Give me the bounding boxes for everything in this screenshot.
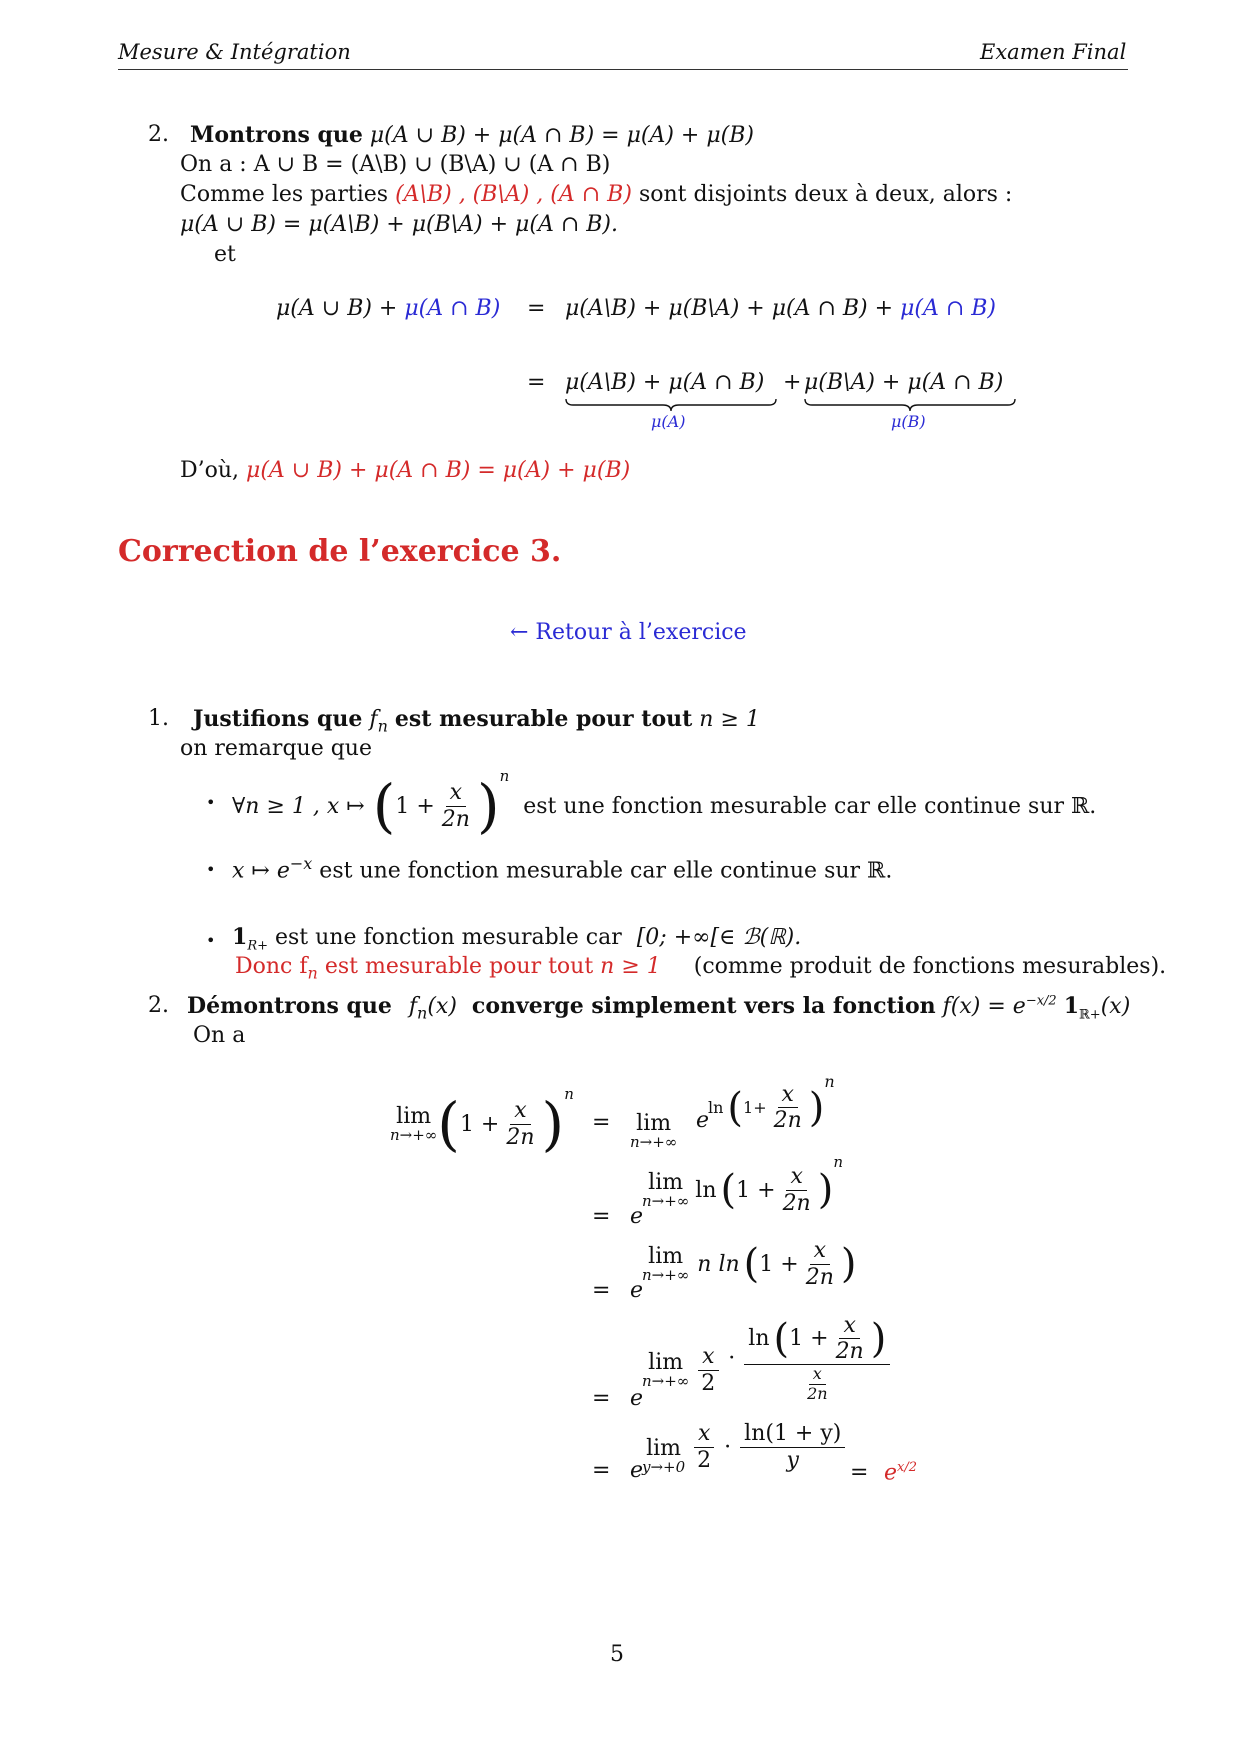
part2-et: et bbox=[214, 242, 236, 267]
b1-frac-num: x bbox=[446, 780, 466, 806]
back-link-text[interactable]: ← Retour à l’exercice bbox=[510, 620, 747, 645]
eq2-group1: μ(A\B) + μ(A ∩ B) bbox=[565, 370, 765, 395]
row1-exponent: ln ( 1+ $\frac{x}{2n}$ ) n bbox=[708, 1072, 835, 1134]
b1-math: ∀n ≥ 1 , x ↦ bbox=[232, 793, 365, 819]
b1-fraction bbox=[438, 780, 474, 832]
row3-e: e bbox=[630, 1278, 644, 1303]
row5-exponent: lim y→+0 $\frac{x}{2}$ · $\frac{\ln(1 + y)}{y}$ bbox=[642, 1412, 848, 1482]
row5-e: e bbox=[630, 1458, 644, 1483]
q1-title-bold-a: Justifions que bbox=[193, 706, 363, 732]
page-number: 5 bbox=[610, 1642, 624, 1667]
row3-exponent: lim n→+∞ n ln ( 1 + $\frac{x}{2n}$ ) bbox=[642, 1238, 857, 1290]
part2-title bbox=[190, 122, 754, 148]
part2-line2 bbox=[180, 182, 1012, 207]
b2-exp: −x bbox=[289, 854, 313, 873]
eq1-rhs bbox=[565, 296, 996, 321]
eq1-lhs-b: μ(A ∩ B) bbox=[404, 296, 501, 321]
bullet-1-dot: • bbox=[206, 793, 216, 812]
bullet-3-dot: • bbox=[206, 931, 216, 950]
eq2-plus: + bbox=[783, 370, 802, 395]
row1-equals: = bbox=[592, 1110, 611, 1135]
q2-title-exp: −x/2 bbox=[1025, 993, 1057, 1009]
q1-title-math: n ≥ 1 bbox=[699, 707, 760, 732]
eq1-rhs-b: μ(A ∩ B) bbox=[900, 296, 997, 321]
item-number: 2. bbox=[148, 122, 169, 147]
q2-title-fx-arg: (x) bbox=[427, 994, 457, 1019]
q2-title-bold-b: converge simplement vers la fonction bbox=[471, 993, 936, 1019]
b1-text: est une fonction mesurable car elle continue sur ℝ. bbox=[523, 793, 1097, 819]
back-link[interactable] bbox=[510, 620, 747, 645]
b2-math: x ↦ e bbox=[232, 858, 290, 884]
q1-conc-red: Donc f bbox=[235, 954, 308, 979]
part2-line2-parts: (A\B) , (B\A) , (A ∩ B) bbox=[395, 182, 632, 207]
eq1-lhs bbox=[276, 296, 500, 321]
eq1-rhs-a: μ(A\B) + μ(B\A) + μ(A ∩ B) + bbox=[565, 296, 901, 321]
header-rule bbox=[118, 69, 1128, 70]
part2-title-math: μ(A ∪ B) + μ(A ∩ B) = μ(A) + μ(B) bbox=[369, 123, 754, 148]
q2-title-fx-sub: n bbox=[417, 1003, 428, 1023]
conclusion-prefix: D’où, bbox=[180, 458, 240, 483]
brace1-label: μ(A) bbox=[651, 412, 686, 431]
q1-intro: on remarque que bbox=[180, 736, 372, 761]
eq2-equals: = bbox=[527, 370, 546, 395]
q2-title-fx: f bbox=[408, 994, 418, 1019]
underbrace-2 bbox=[804, 398, 1016, 412]
header-left: Mesure & Intégration bbox=[118, 40, 351, 64]
part2-line3: μ(A ∪ B) = μ(A\B) + μ(B\A) + μ(A ∩ B). bbox=[180, 212, 618, 237]
q1-conc-red-b: est mesurable pour tout bbox=[317, 954, 601, 979]
row4-equals: = bbox=[592, 1386, 611, 1411]
conclusion-math: μ(A ∪ B) + μ(A ∩ B) = μ(A) + μ(B) bbox=[246, 458, 631, 483]
b2-text: est une fonction mesurable car elle continue sur ℝ. bbox=[319, 858, 893, 884]
q2-title-ind-sub: ℝ+ bbox=[1079, 1007, 1101, 1023]
underbrace-1 bbox=[565, 398, 777, 412]
b3-text: est une fonction mesurable car bbox=[275, 925, 622, 950]
b1-exp: n bbox=[499, 767, 510, 785]
bullet-1: ∀n ≥ 1 , x ↦ ( 1 + $\frac{x}{2n}$ ) n est une fonction mesurable car elle continue sur ℝ. bbox=[232, 767, 1097, 840]
part2-title-bold: Montrons que bbox=[190, 122, 363, 148]
b1-frac-den: 2n bbox=[441, 806, 470, 832]
final-result: $e^{x/2}$ bbox=[884, 1460, 918, 1486]
q1-title-bold-b: est mesurable pour tout bbox=[394, 706, 693, 732]
eq1-equals: = bbox=[527, 296, 546, 321]
row4-exponent: lim n→+∞ $\frac{x}{2}$ · ln ( 1 + $\frac{x}{2n}$ ) $\frac{x}{2n}$ bbox=[642, 1300, 893, 1416]
lim-lhs-op: lim n→+∞ bbox=[390, 1103, 438, 1144]
eq1-lhs-a: μ(A ∪ B) + bbox=[276, 296, 405, 321]
bullet-3 bbox=[232, 924, 801, 953]
part2-line1: On a : A ∪ B = (A\B) ∪ (B\A) ∪ (A ∩ B) bbox=[180, 152, 611, 177]
q1-number: 1. bbox=[148, 706, 169, 731]
bullet-2 bbox=[232, 854, 892, 883]
row2-e: e bbox=[630, 1204, 644, 1229]
row4-e: e bbox=[630, 1386, 644, 1411]
q2-title-math: f(x) = e bbox=[942, 994, 1026, 1019]
part2-line2-prefix: Comme les parties bbox=[180, 182, 389, 207]
brace2-label: μ(B) bbox=[891, 412, 926, 431]
eq2-group2: μ(B\A) + μ(A ∩ B) bbox=[804, 370, 1004, 395]
q2-number: 2. bbox=[148, 993, 169, 1018]
q1-conclusion bbox=[235, 954, 1166, 982]
q1-title-sub: n bbox=[377, 716, 388, 736]
q2-title bbox=[187, 993, 1130, 1022]
q1-conc-black: (comme produit de fonctions mesurables). bbox=[693, 954, 1167, 979]
row5-equals: = bbox=[592, 1458, 611, 1483]
q1-title bbox=[193, 706, 760, 735]
part2-conclusion bbox=[180, 458, 630, 483]
header-right: Examen Final bbox=[980, 40, 1127, 64]
row3-equals: = bbox=[592, 1278, 611, 1303]
part2-line2-suffix: sont disjoints deux à deux, alors : bbox=[638, 182, 1013, 207]
b3-sub: R+ bbox=[247, 938, 268, 954]
q2-intro: On a bbox=[193, 1023, 246, 1048]
q1-conc-red-n: n ≥ 1 bbox=[600, 954, 661, 979]
q1-conc-red-sub: n bbox=[307, 963, 318, 983]
row2-equals: = bbox=[592, 1204, 611, 1229]
section-title: Correction de l’exercice 3. bbox=[118, 534, 562, 569]
b3-indicator: 1 bbox=[232, 924, 248, 950]
row2-exponent: lim n→+∞ ln ( 1 + $\frac{x}{2n}$ ) n bbox=[642, 1153, 844, 1216]
q2-title-bold-a: Démontrons que bbox=[187, 993, 392, 1019]
row5-final-equals: = bbox=[850, 1460, 869, 1485]
b3-math: [0; +∞[∈ ℬ(ℝ). bbox=[636, 925, 802, 950]
bullet-2-dot: • bbox=[206, 860, 216, 879]
q1-title-fn: f bbox=[369, 707, 378, 732]
b1-one-plus: 1 + bbox=[395, 793, 435, 819]
q2-title-ind: 1 bbox=[1063, 993, 1079, 1019]
lim-lhs: lim n→+∞ ( 1 + $\frac{x}{2n}$ ) n bbox=[390, 1085, 574, 1158]
q2-title-arg: (x) bbox=[1100, 994, 1131, 1019]
